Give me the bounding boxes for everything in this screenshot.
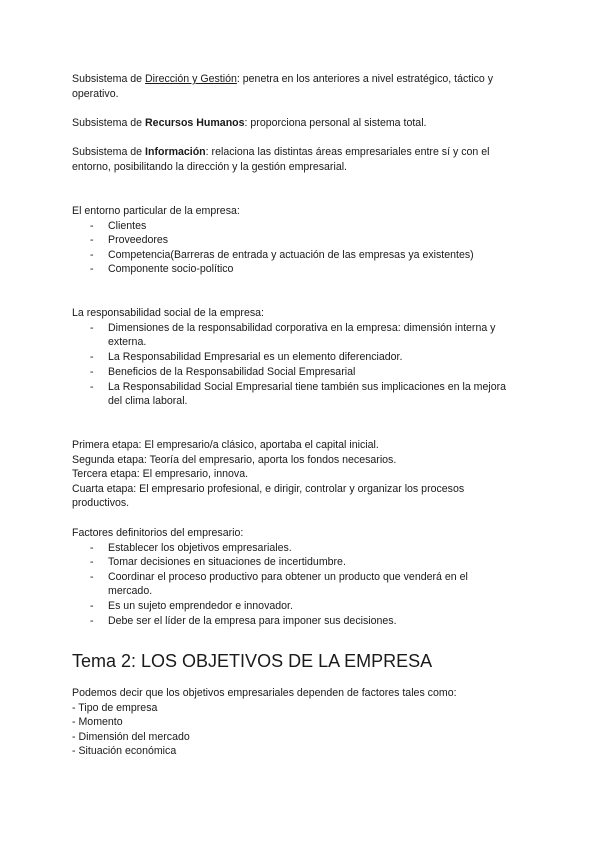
factores-item-5: Debe ser el líder de la empresa para imponer sus decisiones. — [108, 615, 397, 627]
factores-heading: Factores definitorios del empresario: — [72, 527, 244, 539]
subsystem-informacion-line2: entorno, posibilitando la dirección y la gestión empresarial. — [72, 161, 348, 173]
responsabilidad-item-2: La Responsabilidad Empresarial es un elemento diferenciador. — [108, 351, 403, 363]
subsystem-rrhh-name: Recursos Humanos — [145, 117, 245, 129]
list-dash: - — [90, 234, 94, 246]
list-dash: - — [90, 220, 94, 232]
subsystem-rrhh-text: : proporciona personal al sistema total. — [244, 117, 427, 129]
subsystem-informacion-text: : relaciona las distintas áreas empresariales entre sí y con el — [205, 146, 490, 158]
etapa-cuarta-line1: Cuarta etapa: El empresario profesional, e dirigir, controlar y organizar los procesos — [72, 483, 465, 495]
responsabilidad-heading: La responsabilidad social de la empresa: — [72, 307, 264, 319]
subsystem-direccion-line2: operativo. — [72, 88, 119, 100]
entorno-item: Clientes — [108, 220, 147, 232]
tema2-item: - Situación económica — [72, 745, 177, 757]
subsystem-direccion-text: : penetra en los anteriores a nivel estratégico, táctico y — [236, 73, 494, 85]
list-dash: - — [90, 322, 94, 334]
list-dash: - — [90, 249, 94, 261]
list-dash: - — [90, 571, 94, 583]
tema2-item: - Tipo de empresa — [72, 702, 158, 714]
entorno-item: Competencia(Barreras de entrada y actuación de las empresas ya existentes) — [108, 249, 474, 261]
subsystem-informacion-name: Información — [145, 146, 206, 158]
subsystem-informacion-line1 — [72, 145, 489, 160]
list-dash: - — [90, 600, 94, 612]
factores-item-1: Establecer los objetivos empresariales. — [108, 542, 292, 554]
tema2-item: - Momento — [72, 716, 123, 728]
tema2-intro: Podemos decir que los objetivos empresariales dependen de factores tales como: — [72, 687, 457, 699]
list-dash: - — [90, 542, 94, 554]
tema2-title: Tema 2: LOS OBJETIVOS DE LA EMPRESA — [72, 651, 433, 671]
entorno-heading: El entorno particular de la empresa: — [72, 205, 240, 217]
responsabilidad-item-4-line2: del clima laboral. — [108, 395, 188, 407]
factores-item-3-line2: mercado. — [108, 585, 153, 597]
list-dash: - — [90, 556, 94, 568]
tema2-item: - Dimensión del mercado — [72, 731, 190, 743]
entorno-item: Proveedores — [108, 234, 169, 246]
list-dash: - — [90, 263, 94, 275]
factores-item-3-line1: Coordinar el proceso productivo para obtener un producto que venderá en el — [108, 571, 468, 583]
etapa-segunda: Segunda etapa: Teoría del empresario, aporta los fondos necesarios. — [72, 454, 397, 466]
etapa-tercera: Tercera etapa: El empresario, innova. — [72, 468, 249, 480]
subsystem-direccion-name: Dirección y Gestión — [145, 73, 237, 85]
etapa-primera: Primera etapa: El empresario/a clásico, aportaba el capital inicial. — [72, 439, 379, 451]
entorno-item: Componente socio-político — [108, 263, 234, 275]
list-dash: - — [90, 366, 94, 378]
factores-item-2: Tomar decisiones en situaciones de incertidumbre. — [108, 556, 346, 568]
list-dash: - — [90, 351, 94, 363]
responsabilidad-item-1-line2: externa. — [108, 336, 147, 348]
subsystem-rrhh-line — [72, 116, 427, 131]
responsabilidad-item-4-line1: La Responsabilidad Social Empresarial tiene también sus implicaciones en la mejora — [108, 381, 507, 393]
subsystem-direccion-line1 — [72, 72, 493, 87]
subsystem-prefix: Subsistema de — [72, 146, 146, 158]
factores-item-4: Es un sujeto emprendedor e innovador. — [108, 600, 293, 612]
subsystem-prefix: Subsistema de — [72, 73, 146, 85]
responsabilidad-item-3: Beneficios de la Responsabilidad Social Empresarial — [108, 366, 356, 378]
etapa-cuarta-line2: productivos. — [72, 497, 130, 509]
subsystem-prefix: Subsistema de — [72, 117, 146, 129]
list-dash: - — [90, 615, 94, 627]
list-dash: - — [90, 381, 94, 393]
responsabilidad-item-1-line1: Dimensiones de la responsabilidad corporativa en la empresa: dimensión interna y — [108, 322, 496, 334]
